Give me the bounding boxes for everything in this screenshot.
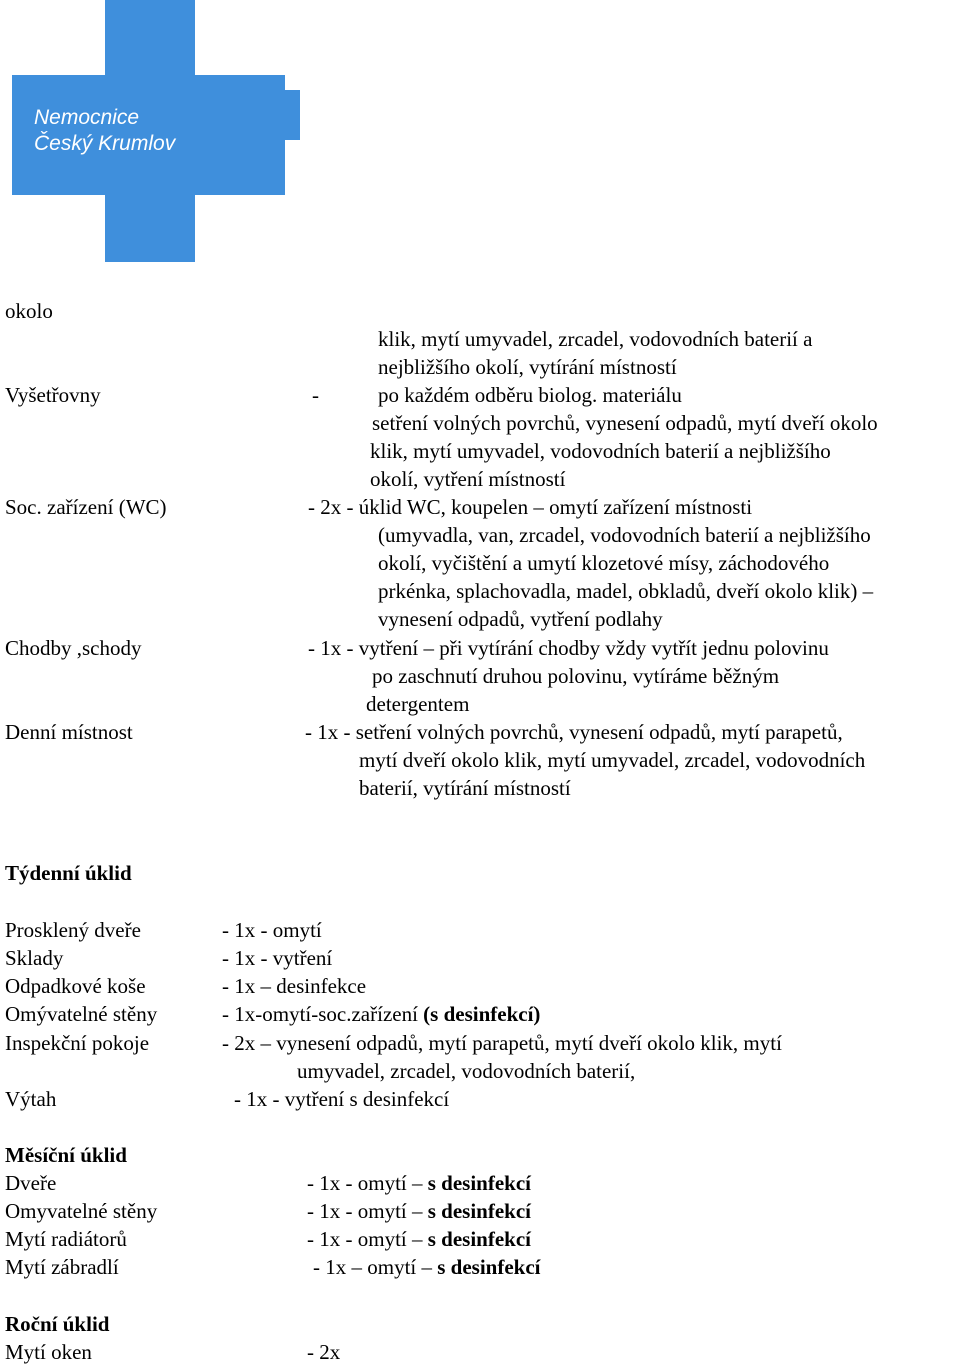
cross-icon: [12, 0, 300, 262]
monthly-value-3-plain: - 1x - omytí –: [307, 1227, 428, 1251]
vysetrovny-line-1: po každém odběru biolog. materiálu: [378, 383, 682, 407]
weekly-label-1: Prosklený dveře: [5, 918, 141, 942]
yearly-heading: Roční úklid: [5, 1312, 110, 1336]
vysetrovny-line-4: okolí, vytření místností: [370, 467, 566, 491]
wc-line-3: okolí, vyčištění a umytí klozetové mísy, záchodového: [378, 551, 830, 575]
weekly-heading: Týdenní úklid: [5, 861, 132, 885]
chodby-line-2: po zaschnutí druhou polovinu, vytíráme běžným: [372, 664, 780, 688]
denni-line-2: mytí dveří okolo klik, mytí umyvadel, zrcadel, vodovodních: [359, 748, 866, 772]
monthly-value-3-bold: s desinfekcí: [427, 1227, 532, 1251]
vysetrovny-line-3: klik, mytí umyvadel, vodovodních baterií a nejbližšího: [370, 439, 831, 463]
monthly-heading: Měsíční úklid: [5, 1143, 127, 1167]
okolo-label: okolo: [5, 299, 53, 323]
weekly-label-3: Odpadkové koše: [5, 974, 146, 998]
vysetrovny-dash: -: [312, 383, 319, 407]
wc-line-5: vynesení odpadů, vytření podlahy: [378, 607, 663, 631]
wc-label: Soc. zařízení (WC): [5, 495, 167, 519]
logo-line1: Nemocnice: [34, 106, 140, 129]
monthly-value-2-bold: s desinfekcí: [427, 1199, 532, 1223]
weekly-value-2: - 1x - vytření: [222, 946, 333, 970]
monthly-value-1: [307, 1169, 531, 1197]
monthly-value-2: [307, 1197, 531, 1225]
weekly-value-4: [222, 1000, 540, 1028]
chodby-line-1: - 1x - vytření – při vytírání chodby vždy vytřít jednu polovinu: [308, 636, 829, 660]
weekly-label-5: Inspekční pokoje: [5, 1031, 150, 1055]
monthly-label-2: Omyvatelné stěny: [5, 1199, 158, 1223]
vysetrovny-label: Vyšetřovny: [5, 383, 101, 407]
monthly-value-2-plain: - 1x - omytí –: [307, 1199, 428, 1223]
line-a-1: klik, mytí umyvadel, zrcadel, vodovodních baterií a: [378, 327, 813, 351]
chodby-label: Chodby ,schody: [5, 636, 142, 660]
weekly-value-4-bold: (s desinfekcí): [423, 1002, 541, 1026]
monthly-value-3: [307, 1225, 531, 1253]
yearly-value-1: - 2x: [307, 1340, 341, 1364]
denni-line-3: baterií, vytírání místností: [359, 776, 571, 800]
weekly-value-1: - 1x - omytí: [222, 918, 322, 942]
wc-line-2: (umyvadla, van, zrcadel, vodovodních baterií a nejbližšího: [378, 523, 871, 547]
weekly-value-6: - 1x - vytření s desinfekcí: [234, 1087, 450, 1111]
weekly-value-3: - 1x – desinfekce: [222, 974, 367, 998]
weekly-label-2: Sklady: [5, 946, 64, 970]
monthly-value-1-bold: s desinfekcí: [427, 1171, 532, 1195]
monthly-value-4-plain: - 1x – omytí –: [313, 1255, 438, 1279]
logo-line2: Český Krumlov: [34, 132, 176, 155]
line-a-2: nejbližšího okolí, vytírání místností: [378, 355, 677, 379]
yearly-label-1: Mytí oken: [5, 1340, 92, 1364]
denni-label: Denní místnost: [5, 720, 133, 744]
wc-line-4: prkénka, splachovadla, madel, obkladů, dveří okolo klik) –: [378, 579, 874, 603]
weekly-value-4-plain: - 1x-omytí-soc.zařízení: [222, 1002, 424, 1026]
wc-line-1: - 2x - úklid WC, koupelen – omytí zařízení místnosti: [308, 495, 753, 519]
monthly-value-4: [313, 1253, 541, 1281]
weekly-value-5b: umyvadel, zrcadel, vodovodních baterií,: [297, 1059, 636, 1083]
chodby-line-3: detergentem: [366, 692, 470, 716]
monthly-label-3: Mytí radiátorů: [5, 1227, 127, 1251]
vysetrovny-line-2: setření volných povrchů, vynesení odpadů, mytí dveří okolo: [372, 411, 878, 435]
monthly-value-1-plain: - 1x - omytí –: [307, 1171, 428, 1195]
weekly-label-6: Výtah: [5, 1087, 57, 1111]
denni-line-1: - 1x - setření volných povrchů, vynesení odpadů, mytí parapetů,: [305, 720, 843, 744]
weekly-value-5: - 2x – vynesení odpadů, mytí parapetů, mytí dveří okolo klik, mytí: [222, 1031, 782, 1055]
monthly-label-4: Mytí zábradlí: [5, 1255, 119, 1279]
monthly-value-4-bold: s desinfekcí: [437, 1255, 541, 1279]
weekly-label-4: Omývatelné stěny: [5, 1002, 158, 1026]
monthly-label-1: Dveře: [5, 1171, 57, 1195]
hospital-logo: [0, 0, 300, 270]
